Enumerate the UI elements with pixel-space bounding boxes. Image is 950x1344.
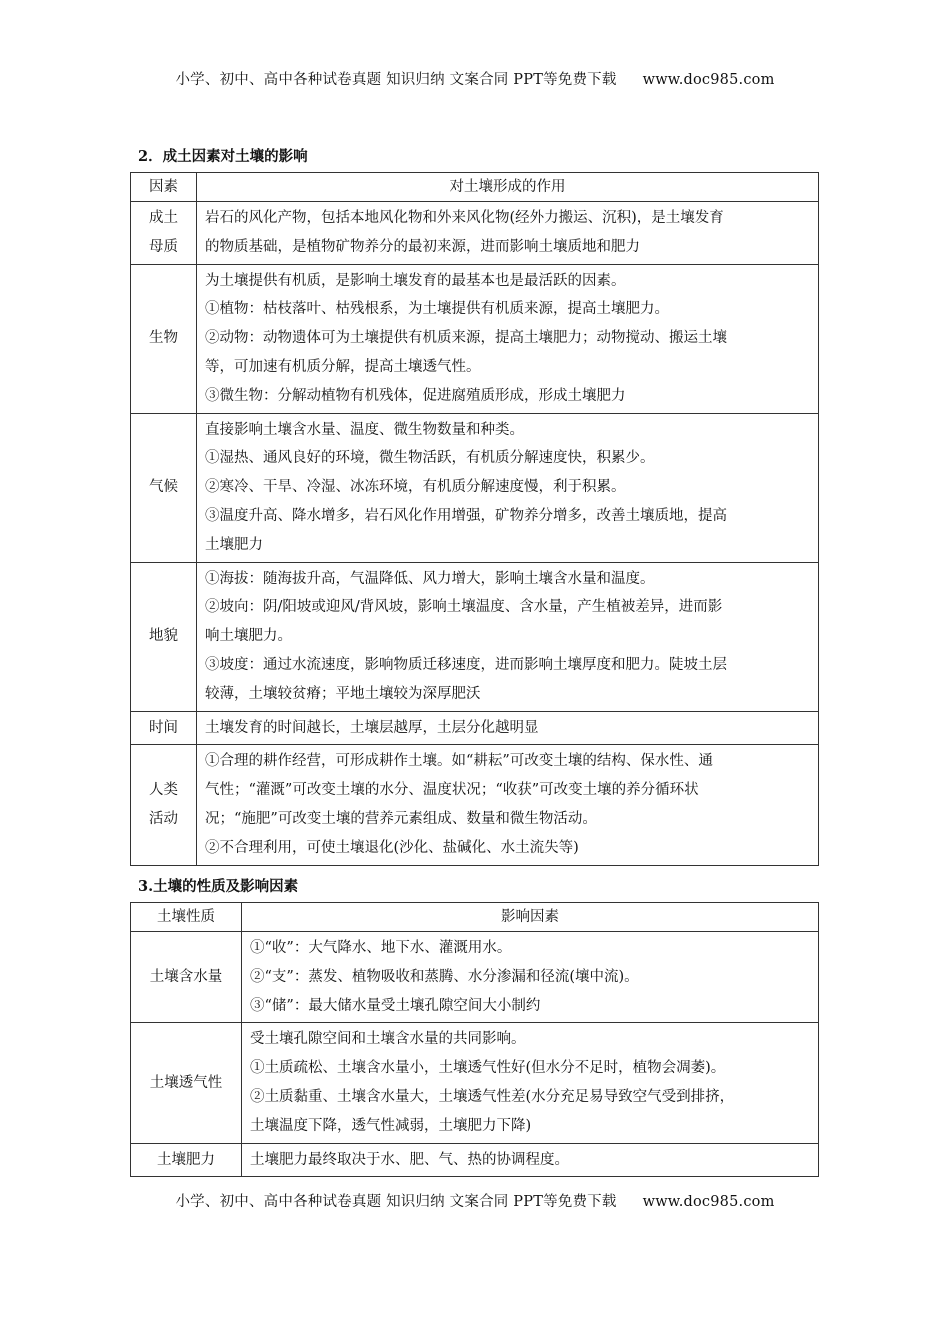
factor-cell: [131, 264, 197, 413]
factor-label: 母质: [149, 238, 178, 255]
influence-line: ③“储”：最大储水量受土壤孔隙空间大小制约: [250, 997, 541, 1014]
influence-line: ②“支”：蒸发、植物吸收和蒸腾、水分渗漏和径流(壤中流)。: [250, 968, 639, 985]
effect-line: ②动物：动物遗体可为土壤提供有机质来源，提高土壤肥力；动物搅动、搬运土壤: [205, 330, 727, 347]
effect-cell: [197, 745, 819, 865]
effect-line: ③坡度：通过水流速度，影响物质迁移速度，进而影响土壤厚度和肥力。陡坡土层: [205, 656, 727, 673]
effect-cell: [197, 562, 819, 711]
factor-label: 活动: [149, 810, 178, 827]
effect-line: 岩石的风化产物，包括本地风化物和外来风化物(经外力搬运、沉积)，是土壤发育: [205, 210, 724, 226]
footer-text: 小学、初中、高中各种试卷真题 知识归纳 文案合同 PPT等免费下载: [175, 1194, 617, 1210]
effect-line: 土壤发育的时间越长，土壤层越厚，土层分化越明显: [205, 719, 539, 736]
column-header-factor: 因素: [131, 173, 197, 202]
page-header: [0, 68, 950, 89]
property-cell: [131, 932, 242, 1023]
influence-cell: [242, 1023, 819, 1143]
effect-line: 气性；“灌溉”可改变土壤的水分、温度状况；“收获”可改变土壤的养分循环状: [205, 782, 699, 799]
effect-line: ①植物：枯枝落叶、枯残根系，为土壤提供有机质来源，提高土壤肥力。: [205, 301, 669, 318]
effect-cell: [197, 202, 819, 265]
effect-line: 等，可加速有机质分解，提高土壤透气性。: [205, 358, 481, 375]
effect-cell: [197, 264, 819, 413]
column-header-influence: 影响因素: [242, 903, 819, 932]
property-cell: [131, 1023, 242, 1143]
factor-label: 气候: [149, 479, 178, 496]
header-url: www.doc985.com: [642, 72, 775, 88]
effect-cell: [197, 711, 819, 745]
soil-formation-factors-table: [130, 172, 819, 866]
effect-line: 为土壤提供有机质，是影响土壤发育的最基本也是最活跃的因素。: [205, 272, 626, 289]
table-row-climate: [131, 413, 819, 562]
property-label: 土壤含水量: [149, 968, 223, 985]
table-header-row: [131, 173, 819, 202]
effect-line: ③微生物：分解动植物有机残体，促进腐殖质形成，形成土壤肥力: [205, 387, 626, 404]
table-header-row: [131, 903, 819, 932]
effect-line: 较薄，土壤较贫瘠；平地土壤较为深厚肥沃: [205, 685, 481, 702]
influence-line: ①土质疏松、土壤含水量小，土壤透气性好(但水分不足时，植物会凋萎)。: [250, 1060, 726, 1077]
effect-line: ②寒冷、干旱、冷湿、冰冻环境，有机质分解速度慢，利于积累。: [205, 479, 626, 496]
effect-line: 的物质基础，是植物矿物养分的最初来源，进而影响土壤质地和肥力: [205, 238, 640, 255]
factor-label: 时间: [149, 719, 178, 736]
influence-line: 受土壤孔隙空间和土壤含水量的共同影响。: [250, 1031, 526, 1048]
effect-line: ①合理的耕作经营，可形成耕作土壤。如“耕耘”可改变土壤的结构、保水性、通: [205, 753, 713, 770]
factor-cell: [131, 202, 197, 265]
table-row-fertility: [131, 1143, 819, 1177]
page-footer: [0, 1190, 950, 1211]
factor-label: 成土: [149, 210, 178, 226]
effect-cell: [197, 413, 819, 562]
header-text: 小学、初中、高中各种试卷真题 知识归纳 文案合同 PPT等免费下载: [175, 72, 617, 88]
influence-cell: [242, 932, 819, 1023]
table-row-human-activity: [131, 745, 819, 865]
effect-line: ③温度升高、降水增多，岩石风化作用增强，矿物养分增多，改善土壤质地，提高: [205, 507, 727, 524]
table-row-landform: [131, 562, 819, 711]
effect-line: 响土壤肥力。: [205, 628, 292, 645]
influence-line: 土壤肥力最终取决于水、肥、气、热的协调程度。: [250, 1151, 569, 1168]
factor-label: 人类: [149, 782, 178, 799]
effect-line: 土壤肥力: [205, 536, 263, 553]
property-label: 土壤透气性: [149, 1074, 223, 1091]
column-header-effect: 对土壤形成的作用: [197, 173, 819, 202]
factor-cell: [131, 413, 197, 562]
soil-properties-table: [130, 902, 819, 1177]
effect-line: ②坡向：阴/阳坡或迎风/背风坡，影响土壤温度、含水量，产生植被差异，进而影: [205, 599, 723, 616]
section-2-title: 2．成土因素对土壤的影响: [138, 148, 308, 165]
effect-line: 直接影响土壤含水量、温度、微生物数量和种类。: [205, 421, 524, 438]
table-row-time: [131, 711, 819, 745]
factor-label: 地貌: [149, 628, 178, 645]
influence-cell: [242, 1143, 819, 1177]
influence-line: ①“收”：大气降水、地下水、灌溉用水。: [250, 940, 512, 956]
column-header-property: 土壤性质: [131, 903, 242, 932]
property-label: 土壤肥力: [157, 1151, 215, 1168]
influence-line: 土壤温度下降，透气性减弱，土壤肥力下降): [250, 1117, 532, 1134]
table-row-water-content: [131, 932, 819, 1023]
effect-line: ②不合理利用，可使土壤退化(沙化、盐碱化、水土流失等): [205, 839, 579, 856]
section-3-title: 3.土壤的性质及影响因素: [138, 878, 299, 895]
influence-line: ②土质黏重、土壤含水量大，土壤透气性差(水分充足易导致空气受到排挤，: [250, 1088, 735, 1105]
effect-line: 况；“施肥”可改变土壤的营养元素组成、数量和微生物活动。: [205, 810, 597, 827]
property-cell: [131, 1143, 242, 1177]
table-row-permeability: [131, 1023, 819, 1143]
footer-url: www.doc985.com: [642, 1194, 775, 1210]
factor-cell: [131, 745, 197, 865]
table-row-parent-material: [131, 202, 819, 265]
effect-line: ①湿热、通风良好的环境，微生物活跃，有机质分解速度快，积累少。: [205, 450, 655, 467]
factor-cell: [131, 562, 197, 711]
factor-label: 生物: [149, 330, 178, 347]
factor-cell: [131, 711, 197, 745]
table-row-biology: [131, 264, 819, 413]
effect-line: ①海拔：随海拔升高，气温降低、风力增大，影响土壤含水量和温度。: [205, 570, 655, 587]
